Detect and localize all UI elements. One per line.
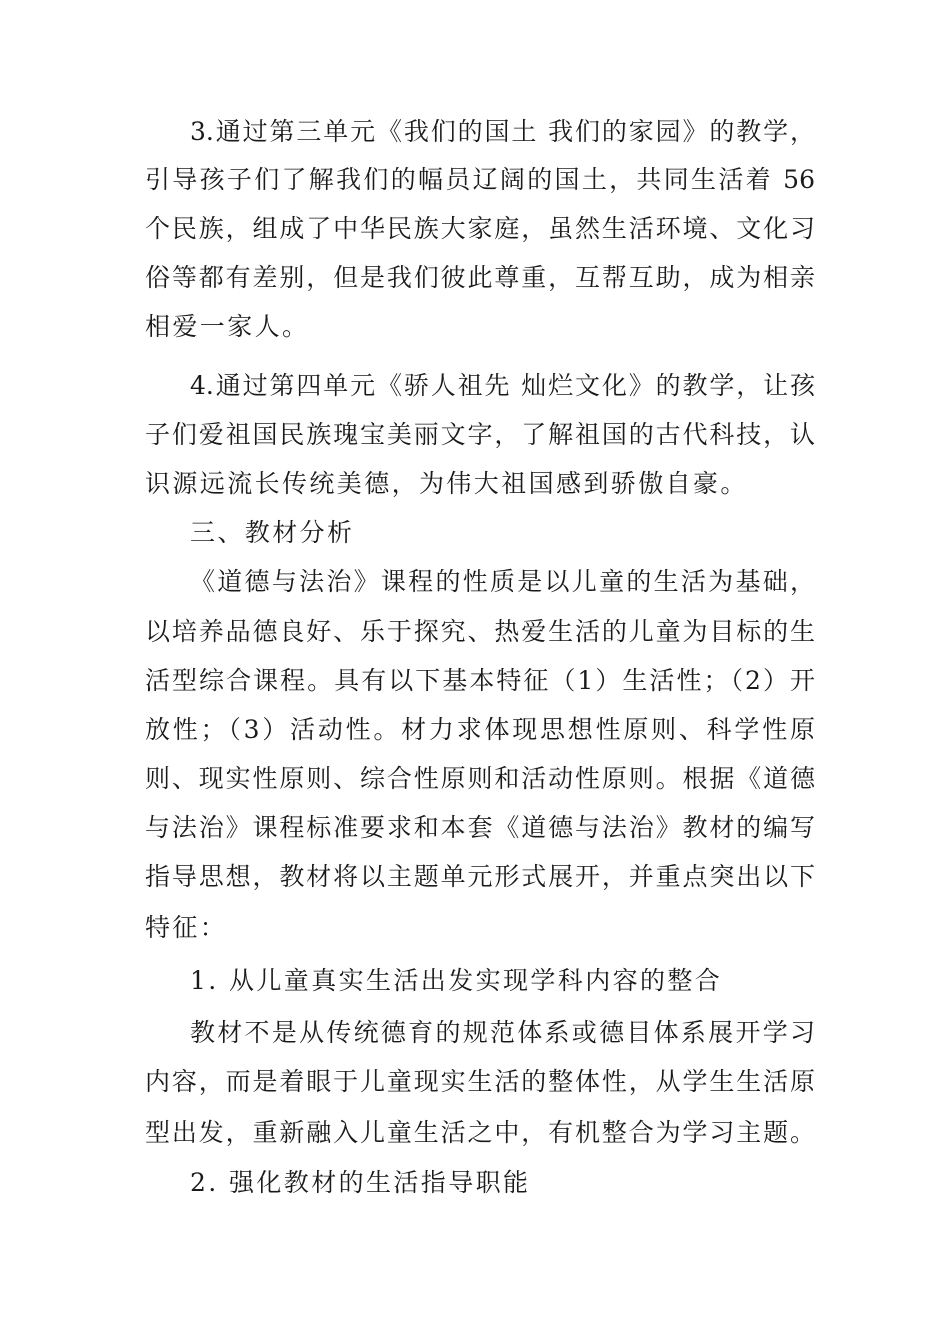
- text-line: 放性；（3）活动性。材力求体现思想性原则、科学性原: [145, 715, 815, 744]
- text-line: 则、现实性原则、综合性原则和活动性原则。根据《道德: [145, 764, 815, 793]
- text-line: 3.通过第三单元《我们的国土 我们的家园》的教学，: [190, 117, 815, 146]
- text-line: 个民族，组成了中华民族大家庭，虽然生活环境、文化习: [145, 214, 815, 243]
- text-line: 特征：: [145, 913, 228, 942]
- text-line: 子们爱祖国民族瑰宝美丽文字，了解祖国的古代科技，认: [145, 420, 815, 449]
- text-line: 型出发，重新融入儿童生活之中，有机整合为学习主题。: [145, 1118, 815, 1147]
- text-line: 4.通过第四单元《骄人祖先 灿烂文化》的教学，让孩: [190, 371, 815, 400]
- text-line: 相爱一家人。: [145, 312, 310, 341]
- text-line: 识源远流长传统美德，为伟大祖国感到骄傲自豪。: [145, 469, 748, 498]
- subheading: 2. 强化教材的生活指导职能: [190, 1168, 531, 1197]
- text-line: 指导思想，教材将以主题单元形式展开，并重点突出以下: [145, 862, 815, 891]
- subheading: 1. 从儿童真实生活出发实现学科内容的整合: [190, 966, 723, 995]
- text-line: 教材不是从传统德育的规范体系或德目体系展开学习: [190, 1018, 815, 1047]
- text-line: 与法治》课程标准要求和本套《道德与法治》教材的编写: [145, 813, 815, 842]
- text-line: 内容，而是着眼于儿童现实生活的整体性，从学生生活原: [145, 1067, 815, 1096]
- text-line: 《道德与法治》课程的性质是以儿童的生活为基础，: [190, 567, 815, 596]
- text-line: 活型综合课程。具有以下基本特征（1）生活性；（2）开: [145, 666, 815, 695]
- text-line: 以培养品德良好、乐于探究、热爱生活的儿童为目标的生: [145, 617, 815, 646]
- text-line: 俗等都有差别，但是我们彼此尊重，互帮互助，成为相亲: [145, 263, 815, 292]
- text-line: 引导孩子们了解我们的幅员辽阔的国土，共同生活着 56: [145, 165, 815, 194]
- section-heading: 三、教材分析: [190, 518, 355, 547]
